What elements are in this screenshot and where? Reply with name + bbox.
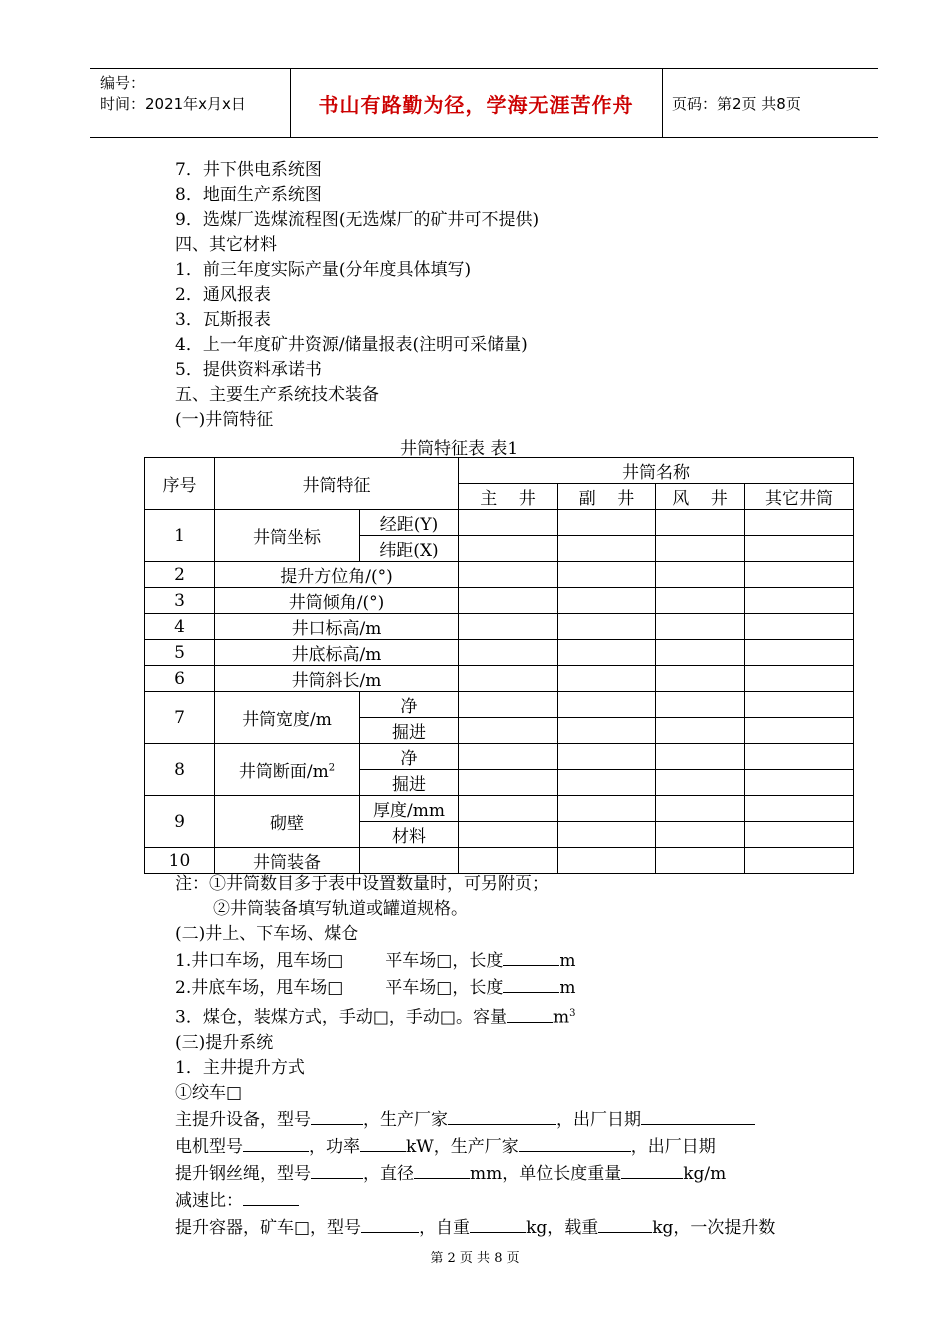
table-header-cell: 序号 (145, 458, 215, 510)
form-text: 1.井口车场，甩车场□ (175, 951, 344, 971)
table-cell[interactable] (558, 822, 656, 848)
row-label: 井底标高/m (215, 640, 459, 666)
list-item: 7．井下供电系统图 (175, 160, 322, 180)
table-cell[interactable] (656, 588, 745, 614)
table-cell[interactable] (745, 796, 854, 822)
table-header-cell: 副 井 (558, 484, 656, 510)
form-text: mm，单位长度重量 (470, 1163, 622, 1184)
date-field[interactable] (641, 1106, 755, 1125)
table-cell[interactable] (558, 744, 656, 770)
table-cell[interactable] (459, 536, 558, 562)
row-number: 10 (145, 848, 215, 874)
section-heading: 五、主要生产系统技术装备 (175, 385, 379, 405)
form-text: 3．煤仓，装煤方式，手动□，手动□。容量 (175, 1007, 507, 1028)
form-line: 1．主井提升方式 (175, 1057, 305, 1078)
row-sublabel: 纬距(X) (360, 536, 459, 562)
capacity-field[interactable] (507, 1004, 553, 1023)
form-section (175, 872, 775, 1241)
form-text: kW，生产厂家 (406, 1136, 519, 1157)
table-row (145, 796, 854, 822)
table-cell[interactable] (558, 666, 656, 692)
row-number: 4 (145, 614, 215, 640)
manufacturer-field[interactable] (519, 1133, 631, 1152)
table-cell[interactable] (459, 744, 558, 770)
form-line (175, 1133, 775, 1160)
table-cell[interactable] (459, 562, 558, 588)
table-cell[interactable] (459, 796, 558, 822)
table-cell[interactable] (656, 536, 745, 562)
row-number: 9 (145, 796, 215, 848)
table-cell[interactable] (745, 588, 854, 614)
table-cell[interactable] (459, 692, 558, 718)
self-weight-field[interactable] (470, 1214, 526, 1233)
form-line (175, 974, 775, 1001)
row-number: 2 (145, 562, 215, 588)
form-text: 平车场□，长度 (385, 951, 504, 971)
page-footer: 第 2 页 共 8 页 (430, 1251, 520, 1266)
form-text: kg，一次提升数 (652, 1217, 776, 1238)
table-cell[interactable] (745, 744, 854, 770)
row-number: 7 (145, 692, 215, 744)
row-sublabel: 经距(Y) (360, 510, 459, 536)
row-number: 6 (145, 666, 215, 692)
length-field[interactable] (503, 947, 559, 966)
table-header-row (145, 458, 854, 484)
model-field[interactable] (361, 1214, 419, 1233)
row-label: 提升方位角/(°) (215, 562, 459, 588)
row-label (215, 744, 360, 796)
table-cell[interactable] (745, 718, 854, 744)
table-cell[interactable] (459, 666, 558, 692)
unit-label: m (552, 1007, 570, 1028)
list-item: 8．地面生产系统图 (175, 185, 322, 205)
table-cell[interactable] (459, 588, 558, 614)
form-text: 主提升设备，型号 (175, 1109, 311, 1130)
form-text: 2.井底车场，甩车场□ (175, 978, 344, 998)
row-label: 井筒宽度/m (215, 692, 360, 744)
table-header-cell: 井筒特征 (215, 458, 459, 510)
row-sublabel: 掘进 (360, 770, 459, 796)
header-left (100, 73, 246, 115)
table-cell[interactable] (745, 562, 854, 588)
table-cell[interactable] (745, 536, 854, 562)
table-cell[interactable] (656, 770, 745, 796)
form-text: ，自重 (419, 1217, 471, 1238)
table-cell[interactable] (656, 848, 745, 874)
manufacturer-field[interactable] (448, 1106, 556, 1125)
form-text: 电机型号 (175, 1136, 243, 1157)
model-field[interactable] (311, 1160, 363, 1179)
row-sublabel: 厚度/mm (360, 796, 459, 822)
table-cell[interactable] (459, 614, 558, 640)
table-cell[interactable] (459, 640, 558, 666)
table-cell[interactable] (558, 848, 656, 874)
row-number: 1 (145, 510, 215, 562)
form-line (175, 1106, 775, 1133)
table-cell[interactable] (558, 718, 656, 744)
model-field[interactable] (243, 1133, 309, 1152)
row-sublabel: 净 (360, 692, 459, 718)
form-line (175, 1214, 775, 1241)
section-heading: 四、其它材料 (175, 235, 277, 255)
diameter-field[interactable] (414, 1160, 470, 1179)
table-cell[interactable] (656, 562, 745, 588)
form-line (175, 1160, 775, 1187)
table-row (145, 692, 854, 718)
table-row (145, 562, 854, 588)
note-line: 注：①井筒数目多于表中设置数量时，可另附页； (175, 874, 549, 894)
row-label: 井口标高/m (215, 614, 459, 640)
form-text: 减速比： (175, 1190, 243, 1211)
form-line: ①绞车□ (175, 1082, 243, 1103)
table-row (145, 744, 854, 770)
table-cell[interactable] (459, 822, 558, 848)
table-cell[interactable] (656, 666, 745, 692)
table-row (145, 588, 854, 614)
table-cell[interactable] (360, 848, 459, 874)
table-cell[interactable] (459, 770, 558, 796)
load-field[interactable] (598, 1214, 652, 1233)
table-cell[interactable] (558, 640, 656, 666)
table-cell[interactable] (656, 692, 745, 718)
row-sublabel: 材料 (360, 822, 459, 848)
table-row (145, 614, 854, 640)
header-motto: 书山有路勤为径，学海无涯苦作舟 (318, 92, 634, 117)
list-item: 1．前三年度实际产量(分年度具体填写) (175, 260, 472, 280)
subsection-heading: (一)井筒特征 (175, 410, 274, 430)
form-text: ，出厂日期 (630, 1136, 716, 1157)
unit-label: m (559, 978, 576, 998)
list-item: 9．选煤厂选煤流程图(无选煤厂的矿井可不提供) (175, 210, 540, 230)
table-cell[interactable] (656, 744, 745, 770)
table-cell[interactable] (656, 510, 745, 536)
form-text: kg，载重 (526, 1217, 599, 1238)
row-number: 5 (145, 640, 215, 666)
table-cell[interactable] (745, 510, 854, 536)
table-cell[interactable] (656, 718, 745, 744)
table-cell[interactable] (558, 614, 656, 640)
row-label: 井筒坐标 (215, 510, 360, 562)
table-cell[interactable] (459, 718, 558, 744)
table-cell[interactable] (459, 510, 558, 536)
list-item: 4．上一年度矿井资源/储量报表(注明可采储量) (175, 335, 528, 355)
superscript: 2 (328, 762, 336, 774)
list-item: 2．通风报表 (175, 285, 271, 305)
table-cell[interactable] (745, 770, 854, 796)
row-sublabel: 净 (360, 744, 459, 770)
row-label-text: 井筒断面/m (238, 762, 329, 782)
table-cell[interactable] (745, 614, 854, 640)
form-text: ，功率 (309, 1136, 360, 1157)
form-text: 提升容器，矿车□，型号 (175, 1217, 362, 1238)
row-label: 井筒倾角/(°) (215, 588, 459, 614)
length-field[interactable] (503, 974, 559, 993)
row-label: 砌壁 (215, 796, 360, 848)
table-cell[interactable] (558, 796, 656, 822)
table-cell[interactable] (656, 614, 745, 640)
header-page-info: 页码：第2页 共8页 (672, 95, 801, 113)
form-line (175, 947, 775, 974)
superscript: 3 (569, 1008, 576, 1019)
table-cell[interactable] (745, 822, 854, 848)
subsection-heading: (三)提升系统 (175, 1032, 274, 1053)
list-item: 3．瓦斯报表 (175, 310, 271, 330)
table-cell[interactable] (745, 640, 854, 666)
shaft-feature-table (144, 457, 854, 874)
table-cell[interactable] (459, 848, 558, 874)
page-header (90, 68, 878, 138)
form-text: ，直径 (363, 1163, 414, 1184)
table-cell[interactable] (558, 536, 656, 562)
weight-field[interactable] (621, 1160, 683, 1179)
table-cell[interactable] (558, 510, 656, 536)
form-text: 提升钢丝绳，型号 (175, 1163, 311, 1184)
model-field[interactable] (311, 1106, 363, 1125)
doc-number-label: 编号： (100, 74, 146, 92)
form-line (175, 1001, 775, 1031)
form-line (175, 1187, 775, 1214)
unit-label: m (559, 951, 576, 971)
row-label: 井筒斜长/m (215, 666, 459, 692)
unit-label: kg/m (683, 1163, 727, 1184)
note-line: ②井筒装备填写轨道或罐道规格。 (213, 899, 468, 919)
table-cell[interactable] (558, 588, 656, 614)
ratio-field[interactable] (243, 1187, 299, 1206)
row-number: 8 (145, 744, 215, 796)
power-field[interactable] (360, 1133, 406, 1152)
table-row (145, 640, 854, 666)
document-list (175, 158, 539, 433)
table-cell[interactable] (656, 640, 745, 666)
row-sublabel: 掘进 (360, 718, 459, 744)
form-text: ，出厂日期 (556, 1109, 641, 1130)
list-item: 5．提供资料承诺书 (175, 360, 322, 380)
header-divider (662, 69, 663, 137)
row-number: 3 (145, 588, 215, 614)
row-label: 井筒装备 (215, 848, 360, 874)
table-cell[interactable] (558, 770, 656, 796)
subsection-heading: (二)井上、下车场、煤仓 (175, 924, 359, 944)
table-cell[interactable] (745, 848, 854, 874)
table-caption: 井筒特征表 表1 (400, 439, 519, 459)
table-cell[interactable] (558, 562, 656, 588)
table-cell[interactable] (745, 666, 854, 692)
table-row (145, 848, 854, 874)
table-cell[interactable] (656, 822, 745, 848)
table-cell[interactable] (656, 796, 745, 822)
form-text: 平车场□，长度 (385, 978, 504, 998)
time-label: 时间：2021年x月x日 (100, 95, 246, 113)
table-cell[interactable] (745, 692, 854, 718)
table-header-cell: 主 井 (459, 484, 558, 510)
table-header-cell: 风 井 (656, 484, 745, 510)
table-row (145, 666, 854, 692)
table-header-cell: 其它井筒 (745, 484, 854, 510)
table-header-cell: 井筒名称 (459, 458, 854, 484)
table-cell[interactable] (558, 692, 656, 718)
table-row (145, 510, 854, 536)
form-text: ，生产厂家 (363, 1109, 448, 1130)
